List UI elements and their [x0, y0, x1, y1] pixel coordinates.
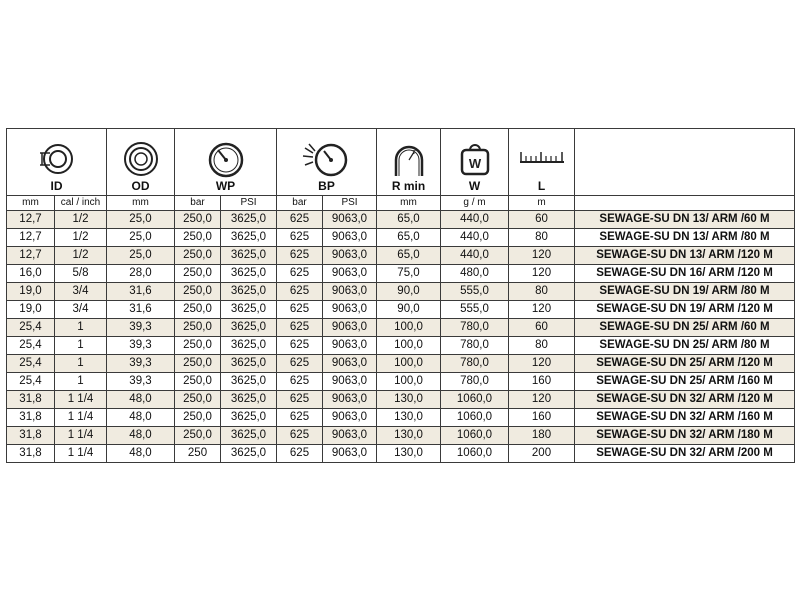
l-header — [509, 129, 575, 196]
wp-psi-cell: 3625,0 — [221, 319, 277, 337]
od-cell: 39,3 — [107, 337, 175, 355]
icon-header-row — [7, 129, 795, 196]
product-name-cell: SEWAGE-SU DN 19/ ARM /120 M — [575, 301, 795, 319]
od-cell: 39,3 — [107, 319, 175, 337]
rmin-cell: 90,0 — [377, 301, 441, 319]
bp-psi-cell: 9063,0 — [323, 247, 377, 265]
wp-psi-cell: 3625,0 — [221, 337, 277, 355]
od-cell: 39,3 — [107, 373, 175, 391]
weight-cell: 780,0 — [441, 337, 509, 355]
bp-bar-cell: 625 — [277, 337, 323, 355]
id-mm-cell: 19,0 — [7, 283, 55, 301]
id-mm-cell: 25,4 — [7, 373, 55, 391]
inch-cell: 1/2 — [55, 211, 107, 229]
id-mm-cell: 31,8 — [7, 409, 55, 427]
weight-cell: 780,0 — [441, 319, 509, 337]
id-mm-cell: 12,7 — [7, 247, 55, 265]
od-cell: 48,0 — [107, 409, 175, 427]
outer-diameter-icon — [118, 140, 164, 178]
od-cell: 48,0 — [107, 391, 175, 409]
weight-cell: 555,0 — [441, 301, 509, 319]
bp-psi-cell: 9063,0 — [323, 229, 377, 247]
od-cell: 31,6 — [107, 283, 175, 301]
bp-bar-cell: 625 — [277, 391, 323, 409]
rmin-cell: 130,0 — [377, 409, 441, 427]
inch-cell: 3/4 — [55, 301, 107, 319]
wp-bar-cell: 250,0 — [175, 373, 221, 391]
unit-od-mm: mm — [107, 196, 175, 211]
w-header — [441, 129, 509, 196]
bp-psi-cell: 9063,0 — [323, 355, 377, 373]
product-name-cell: SEWAGE-SU DN 32/ ARM /180 M — [575, 427, 795, 445]
id-label: ID — [50, 179, 63, 193]
weight-cell: 1060,0 — [441, 445, 509, 463]
bp-bar-cell: 625 — [277, 319, 323, 337]
bp-psi-cell: 9063,0 — [323, 391, 377, 409]
length-cell: 120 — [509, 391, 575, 409]
bp-psi-cell: 9063,0 — [323, 409, 377, 427]
wp-bar-cell: 250,0 — [175, 229, 221, 247]
product-name-cell: SEWAGE-SU DN 25/ ARM /60 M — [575, 319, 795, 337]
table-row — [7, 319, 795, 337]
rmin-cell: 100,0 — [377, 319, 441, 337]
wp-psi-cell: 3625,0 — [221, 373, 277, 391]
wp-psi-cell: 3625,0 — [221, 355, 277, 373]
length-cell: 80 — [509, 283, 575, 301]
table-row — [7, 301, 795, 319]
inch-cell: 1 — [55, 373, 107, 391]
length-cell: 160 — [509, 409, 575, 427]
wp-bar-cell: 250 — [175, 445, 221, 463]
weight-cell: 1060,0 — [441, 391, 509, 409]
bp-header — [277, 129, 377, 196]
wp-header — [175, 129, 277, 196]
od-header — [107, 129, 175, 196]
wp-psi-cell: 3625,0 — [221, 301, 277, 319]
weight-cell: 1060,0 — [441, 409, 509, 427]
unit-wp-psi: PSI — [221, 196, 277, 211]
rmin-cell: 100,0 — [377, 337, 441, 355]
id-mm-cell: 31,8 — [7, 427, 55, 445]
unit-wp-bar: bar — [175, 196, 221, 211]
inch-cell: 1 — [55, 337, 107, 355]
unit-product — [575, 196, 795, 211]
weight-cell: 780,0 — [441, 355, 509, 373]
product-name-cell: SEWAGE-SU DN 25/ ARM /160 M — [575, 373, 795, 391]
product-name-cell: SEWAGE-SU DN 25/ ARM /120 M — [575, 355, 795, 373]
rmin-cell: 130,0 — [377, 445, 441, 463]
wp-bar-cell: 250,0 — [175, 337, 221, 355]
bend-radius-icon — [386, 140, 432, 178]
rmin-cell: 65,0 — [377, 247, 441, 265]
bp-bar-cell: 625 — [277, 355, 323, 373]
wp-bar-cell: 250,0 — [175, 319, 221, 337]
inch-cell: 1 1/4 — [55, 427, 107, 445]
inch-cell: 5/8 — [55, 265, 107, 283]
wp-psi-cell: 3625,0 — [221, 229, 277, 247]
od-cell: 25,0 — [107, 211, 175, 229]
inch-cell: 1/2 — [55, 229, 107, 247]
wp-bar-cell: 250,0 — [175, 211, 221, 229]
wp-bar-cell: 250,0 — [175, 427, 221, 445]
wp-psi-cell: 3625,0 — [221, 265, 277, 283]
bp-bar-cell: 625 — [277, 445, 323, 463]
weight-cell: 780,0 — [441, 373, 509, 391]
product-name-cell: SEWAGE-SU DN 32/ ARM /120 M — [575, 391, 795, 409]
unit-w-gm: g / m — [441, 196, 509, 211]
bp-bar-cell: 625 — [277, 229, 323, 247]
inch-cell: 1/2 — [55, 247, 107, 265]
table-row — [7, 283, 795, 301]
inch-cell: 1 1/4 — [55, 391, 107, 409]
table-row — [7, 427, 795, 445]
unit-l-m: m — [509, 196, 575, 211]
wp-bar-cell: 250,0 — [175, 265, 221, 283]
wp-psi-cell: 3625,0 — [221, 427, 277, 445]
table-row — [7, 229, 795, 247]
table-row — [7, 409, 795, 427]
od-label: OD — [131, 179, 150, 193]
bp-bar-cell: 625 — [277, 301, 323, 319]
product-name-cell: SEWAGE-SU DN 16/ ARM /120 M — [575, 265, 795, 283]
rmin-label: R min — [391, 179, 426, 193]
bp-bar-cell: 625 — [277, 265, 323, 283]
length-cell: 200 — [509, 445, 575, 463]
id-mm-cell: 16,0 — [7, 265, 55, 283]
table-row — [7, 211, 795, 229]
wp-psi-cell: 3625,0 — [221, 211, 277, 229]
pressure-gauge-icon — [203, 140, 249, 178]
length-ruler-icon — [516, 140, 568, 178]
table-row — [7, 265, 795, 283]
od-cell: 48,0 — [107, 427, 175, 445]
length-cell: 180 — [509, 427, 575, 445]
inner-diameter-icon — [34, 140, 80, 178]
bp-psi-cell: 9063,0 — [323, 265, 377, 283]
table-row — [7, 391, 795, 409]
unit-bp-psi: PSI — [323, 196, 377, 211]
bp-psi-cell: 9063,0 — [323, 427, 377, 445]
bp-bar-cell: 625 — [277, 409, 323, 427]
length-cell: 120 — [509, 247, 575, 265]
product-name-cell: SEWAGE-SU DN 32/ ARM /200 M — [575, 445, 795, 463]
length-cell: 120 — [509, 301, 575, 319]
table-row — [7, 445, 795, 463]
wp-label: WP — [215, 179, 236, 193]
length-cell: 120 — [509, 265, 575, 283]
rmin-cell: 90,0 — [377, 283, 441, 301]
length-cell: 80 — [509, 337, 575, 355]
bp-bar-cell: 625 — [277, 373, 323, 391]
table-row — [7, 247, 795, 265]
burst-pressure-icon — [301, 140, 353, 178]
inch-cell: 3/4 — [55, 283, 107, 301]
table-row — [7, 337, 795, 355]
product-name-cell: SEWAGE-SU DN 13/ ARM /120 M — [575, 247, 795, 265]
weight-cell: 440,0 — [441, 229, 509, 247]
wp-psi-cell: 3625,0 — [221, 409, 277, 427]
unit-id-inch: cal / inch — [55, 196, 107, 211]
wp-bar-cell: 250,0 — [175, 391, 221, 409]
product-name-cell: SEWAGE-SU DN 13/ ARM /80 M — [575, 229, 795, 247]
rmin-header — [377, 129, 441, 196]
rmin-cell: 100,0 — [377, 373, 441, 391]
rmin-cell: 130,0 — [377, 391, 441, 409]
table-row — [7, 355, 795, 373]
id-mm-cell: 25,4 — [7, 319, 55, 337]
product-name-cell: SEWAGE-SU DN 19/ ARM /80 M — [575, 283, 795, 301]
weight-cell: 480,0 — [441, 265, 509, 283]
od-cell: 39,3 — [107, 355, 175, 373]
weight-icon — [452, 140, 498, 178]
unit-bp-bar: bar — [277, 196, 323, 211]
svg-text:r: r — [412, 149, 416, 156]
bp-psi-cell: 9063,0 — [323, 301, 377, 319]
weight-cell: 440,0 — [441, 247, 509, 265]
rmin-cell: 100,0 — [377, 355, 441, 373]
weight-cell: 555,0 — [441, 283, 509, 301]
bp-psi-cell: 9063,0 — [323, 445, 377, 463]
wp-psi-cell: 3625,0 — [221, 391, 277, 409]
length-cell: 60 — [509, 319, 575, 337]
inch-cell: 1 1/4 — [55, 445, 107, 463]
bp-psi-cell: 9063,0 — [323, 337, 377, 355]
id-mm-cell: 12,7 — [7, 229, 55, 247]
id-mm-cell: 31,8 — [7, 445, 55, 463]
weight-cell: 1060,0 — [441, 427, 509, 445]
rmin-cell: 65,0 — [377, 211, 441, 229]
bp-label: BP — [318, 179, 335, 193]
rmin-cell: 65,0 — [377, 229, 441, 247]
length-cell: 60 — [509, 211, 575, 229]
od-cell: 25,0 — [107, 229, 175, 247]
wp-bar-cell: 250,0 — [175, 301, 221, 319]
rmin-cell: 130,0 — [377, 427, 441, 445]
wp-bar-cell: 250,0 — [175, 247, 221, 265]
l-label: L — [537, 179, 546, 193]
hose-spec-table — [6, 128, 795, 463]
bp-bar-cell: 625 — [277, 427, 323, 445]
id-mm-cell: 31,8 — [7, 391, 55, 409]
weight-icon-letter: W — [468, 156, 481, 171]
wp-bar-cell: 250,0 — [175, 283, 221, 301]
product-header — [575, 129, 795, 196]
od-cell: 25,0 — [107, 247, 175, 265]
w-label: W — [468, 179, 481, 193]
product-name-cell: SEWAGE-SU DN 25/ ARM /80 M — [575, 337, 795, 355]
inch-cell: 1 — [55, 355, 107, 373]
bp-psi-cell: 9063,0 — [323, 211, 377, 229]
length-cell: 80 — [509, 229, 575, 247]
id-mm-cell: 12,7 — [7, 211, 55, 229]
data-rows — [7, 211, 795, 463]
length-cell: 120 — [509, 355, 575, 373]
bp-bar-cell: 625 — [277, 247, 323, 265]
bp-psi-cell: 9063,0 — [323, 319, 377, 337]
wp-bar-cell: 250,0 — [175, 355, 221, 373]
weight-cell: 440,0 — [441, 211, 509, 229]
rmin-cell: 75,0 — [377, 265, 441, 283]
id-mm-cell: 25,4 — [7, 355, 55, 373]
id-header — [7, 129, 107, 196]
length-cell: 160 — [509, 373, 575, 391]
od-cell: 28,0 — [107, 265, 175, 283]
bp-psi-cell: 9063,0 — [323, 283, 377, 301]
id-mm-cell: 19,0 — [7, 301, 55, 319]
id-mm-cell: 25,4 — [7, 337, 55, 355]
units-row — [7, 196, 795, 211]
product-name-cell: SEWAGE-SU DN 13/ ARM /60 M — [575, 211, 795, 229]
product-name-cell: SEWAGE-SU DN 32/ ARM /160 M — [575, 409, 795, 427]
bp-psi-cell: 9063,0 — [323, 373, 377, 391]
table-row — [7, 373, 795, 391]
inch-cell: 1 — [55, 319, 107, 337]
wp-bar-cell: 250,0 — [175, 409, 221, 427]
wp-psi-cell: 3625,0 — [221, 247, 277, 265]
unit-rmin-mm: mm — [377, 196, 441, 211]
od-cell: 31,6 — [107, 301, 175, 319]
inch-cell: 1 1/4 — [55, 409, 107, 427]
bp-bar-cell: 625 — [277, 211, 323, 229]
unit-id-mm: mm — [7, 196, 55, 211]
bp-bar-cell: 625 — [277, 283, 323, 301]
wp-psi-cell: 3625,0 — [221, 445, 277, 463]
wp-psi-cell: 3625,0 — [221, 283, 277, 301]
od-cell: 48,0 — [107, 445, 175, 463]
